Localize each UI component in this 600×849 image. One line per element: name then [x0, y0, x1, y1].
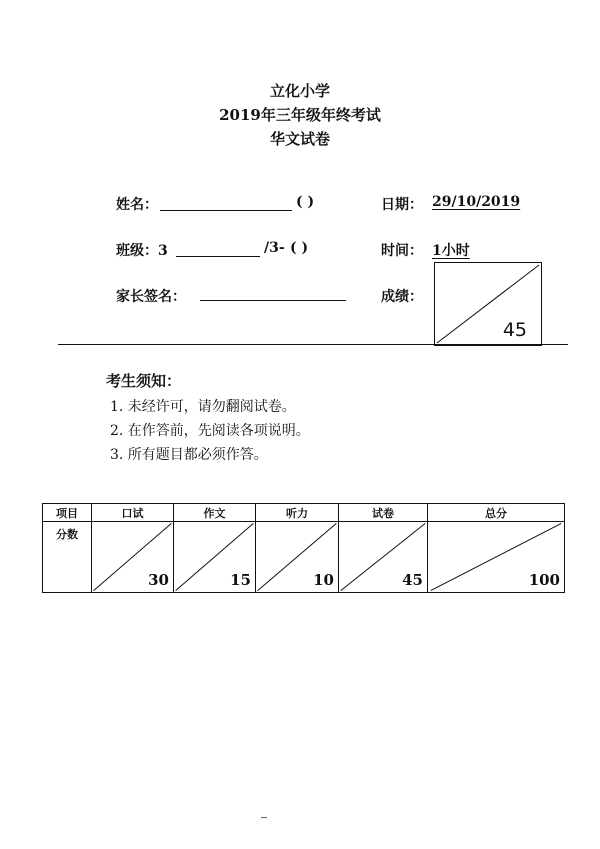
score-cell-total — [428, 522, 565, 593]
header-oral: 口试 — [92, 504, 174, 522]
notice-title: 考生须知： — [106, 372, 182, 390]
table-row — [43, 522, 565, 593]
score-paper: 45 — [402, 571, 423, 589]
school-name: 立化小学 — [269, 82, 330, 100]
grade-score: 45 — [502, 319, 527, 341]
score-cell-oral — [92, 522, 174, 593]
header-listening: 听力 — [256, 504, 339, 522]
date-label: 日期： — [381, 197, 423, 213]
notice-item: 2. 在作答前，先阅读各项说明。 — [110, 423, 310, 439]
date-value: 29/10/2019 — [432, 194, 521, 210]
name-label: 姓名： — [116, 197, 158, 213]
page-mark — [261, 817, 267, 818]
parent-signature-field[interactable] — [200, 300, 346, 301]
header-composition: 作文 — [174, 504, 256, 522]
paper-title: 华文试卷 — [269, 130, 330, 148]
divider — [58, 344, 568, 345]
score-cell-paper — [339, 522, 428, 593]
time-value: 1小时 — [432, 243, 470, 259]
class-field[interactable] — [176, 256, 260, 257]
class-suffix: /3- — [264, 240, 285, 256]
header-item: 项目 — [43, 504, 92, 522]
score-table — [42, 503, 565, 593]
parent-signature-label: 家长签名： — [116, 289, 186, 305]
notice-item: 1. 未经许可，请勿翻阅试卷。 — [110, 399, 296, 415]
header-paper: 试卷 — [339, 504, 428, 522]
time-label: 时间： — [381, 243, 423, 259]
notice-item: 3. 所有题目都必须作答。 — [110, 447, 268, 463]
grade-label: 成绩： — [381, 289, 423, 305]
class-paren: ( ) — [290, 240, 309, 256]
class-label: 班级：3 — [116, 243, 168, 259]
score-cell-listening — [256, 522, 339, 593]
header-total: 总分 — [428, 504, 565, 522]
table-header-row — [43, 504, 565, 522]
score-cell-composition — [174, 522, 256, 593]
score-composition: 15 — [230, 571, 251, 589]
score-listening: 10 — [313, 571, 334, 589]
score-oral: 30 — [148, 571, 169, 589]
exam-title: 2019年三年级年终考试 — [219, 106, 381, 124]
row-label-score: 分数 — [43, 522, 92, 593]
name-field[interactable] — [160, 210, 292, 211]
grade-box — [434, 262, 542, 346]
name-paren: ( ) — [296, 194, 315, 210]
score-total: 100 — [528, 571, 560, 589]
